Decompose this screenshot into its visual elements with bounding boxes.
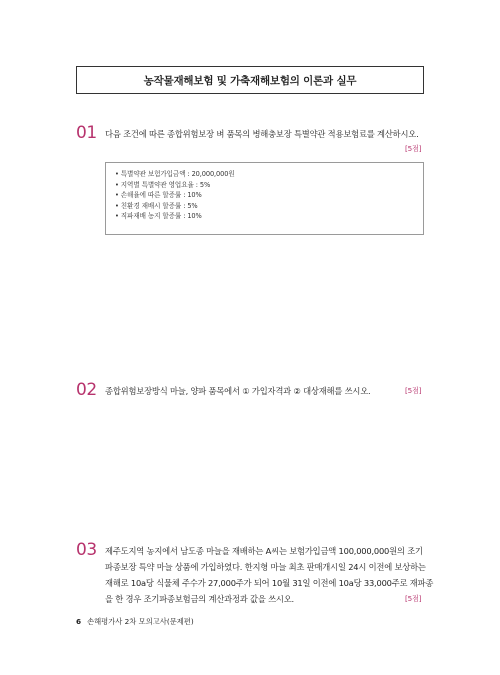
question-number: 01 bbox=[76, 123, 97, 143]
question-number: 02 bbox=[76, 380, 97, 400]
question-text: 종합위험보장방식 마늘, 양파 품목에서 ① 가입자격과 ② 대상재해를 쓰시오. bbox=[105, 386, 371, 396]
page-footer bbox=[76, 617, 194, 627]
question-text-line: 제주도지역 농지에서 남도종 마늘을 재배하는 A씨는 보험가입금액 100,000,000원의 조기 bbox=[105, 546, 423, 556]
question-number: 03 bbox=[76, 540, 97, 560]
conditions-box bbox=[105, 162, 424, 235]
condition-item: • 특별약관 보험가입금액 : 20,000,000원 bbox=[115, 170, 235, 178]
question-text-line: 을 한 경우 조기파종보험금의 계산과정과 값을 쓰시오. bbox=[105, 594, 294, 604]
question-points: [5점] bbox=[405, 386, 422, 395]
question-points: [5점] bbox=[405, 594, 422, 603]
page-title: 농작물재해보험 및 가축재해보험의 이론과 실무 bbox=[76, 66, 424, 94]
condition-item: • 친환경 재배시 할증률 : 5% bbox=[115, 201, 198, 210]
condition-item: • 손해율에 따른 할증률 : 10% bbox=[115, 191, 202, 200]
condition-item: • 지역별 특별약관 영업요율 : 5% bbox=[115, 180, 211, 189]
page-number: 6 bbox=[76, 617, 82, 626]
question-text-line: 재해로 10a당 식물체 주수가 27,000주가 되어 10월 31일 이전에 10a당 33,000주로 재파종 bbox=[105, 578, 434, 588]
question-points: [5점] bbox=[405, 144, 422, 153]
question-text: 다음 조건에 따른 종합위험보장 벼 품목의 병해충보장 특별약관 적용보험료를 계산하시오. bbox=[105, 129, 419, 139]
question-text-line: 파종보장 특약 마늘 상품에 가입하였다. 한지형 마늘 최초 판매개시일 24시 이전에 보상하는 bbox=[105, 562, 426, 572]
footer-label: 손해평가사 2차 모의고사(문제편) bbox=[87, 617, 194, 626]
condition-item: • 직파재배 농지 할증률 : 10% bbox=[115, 212, 202, 221]
